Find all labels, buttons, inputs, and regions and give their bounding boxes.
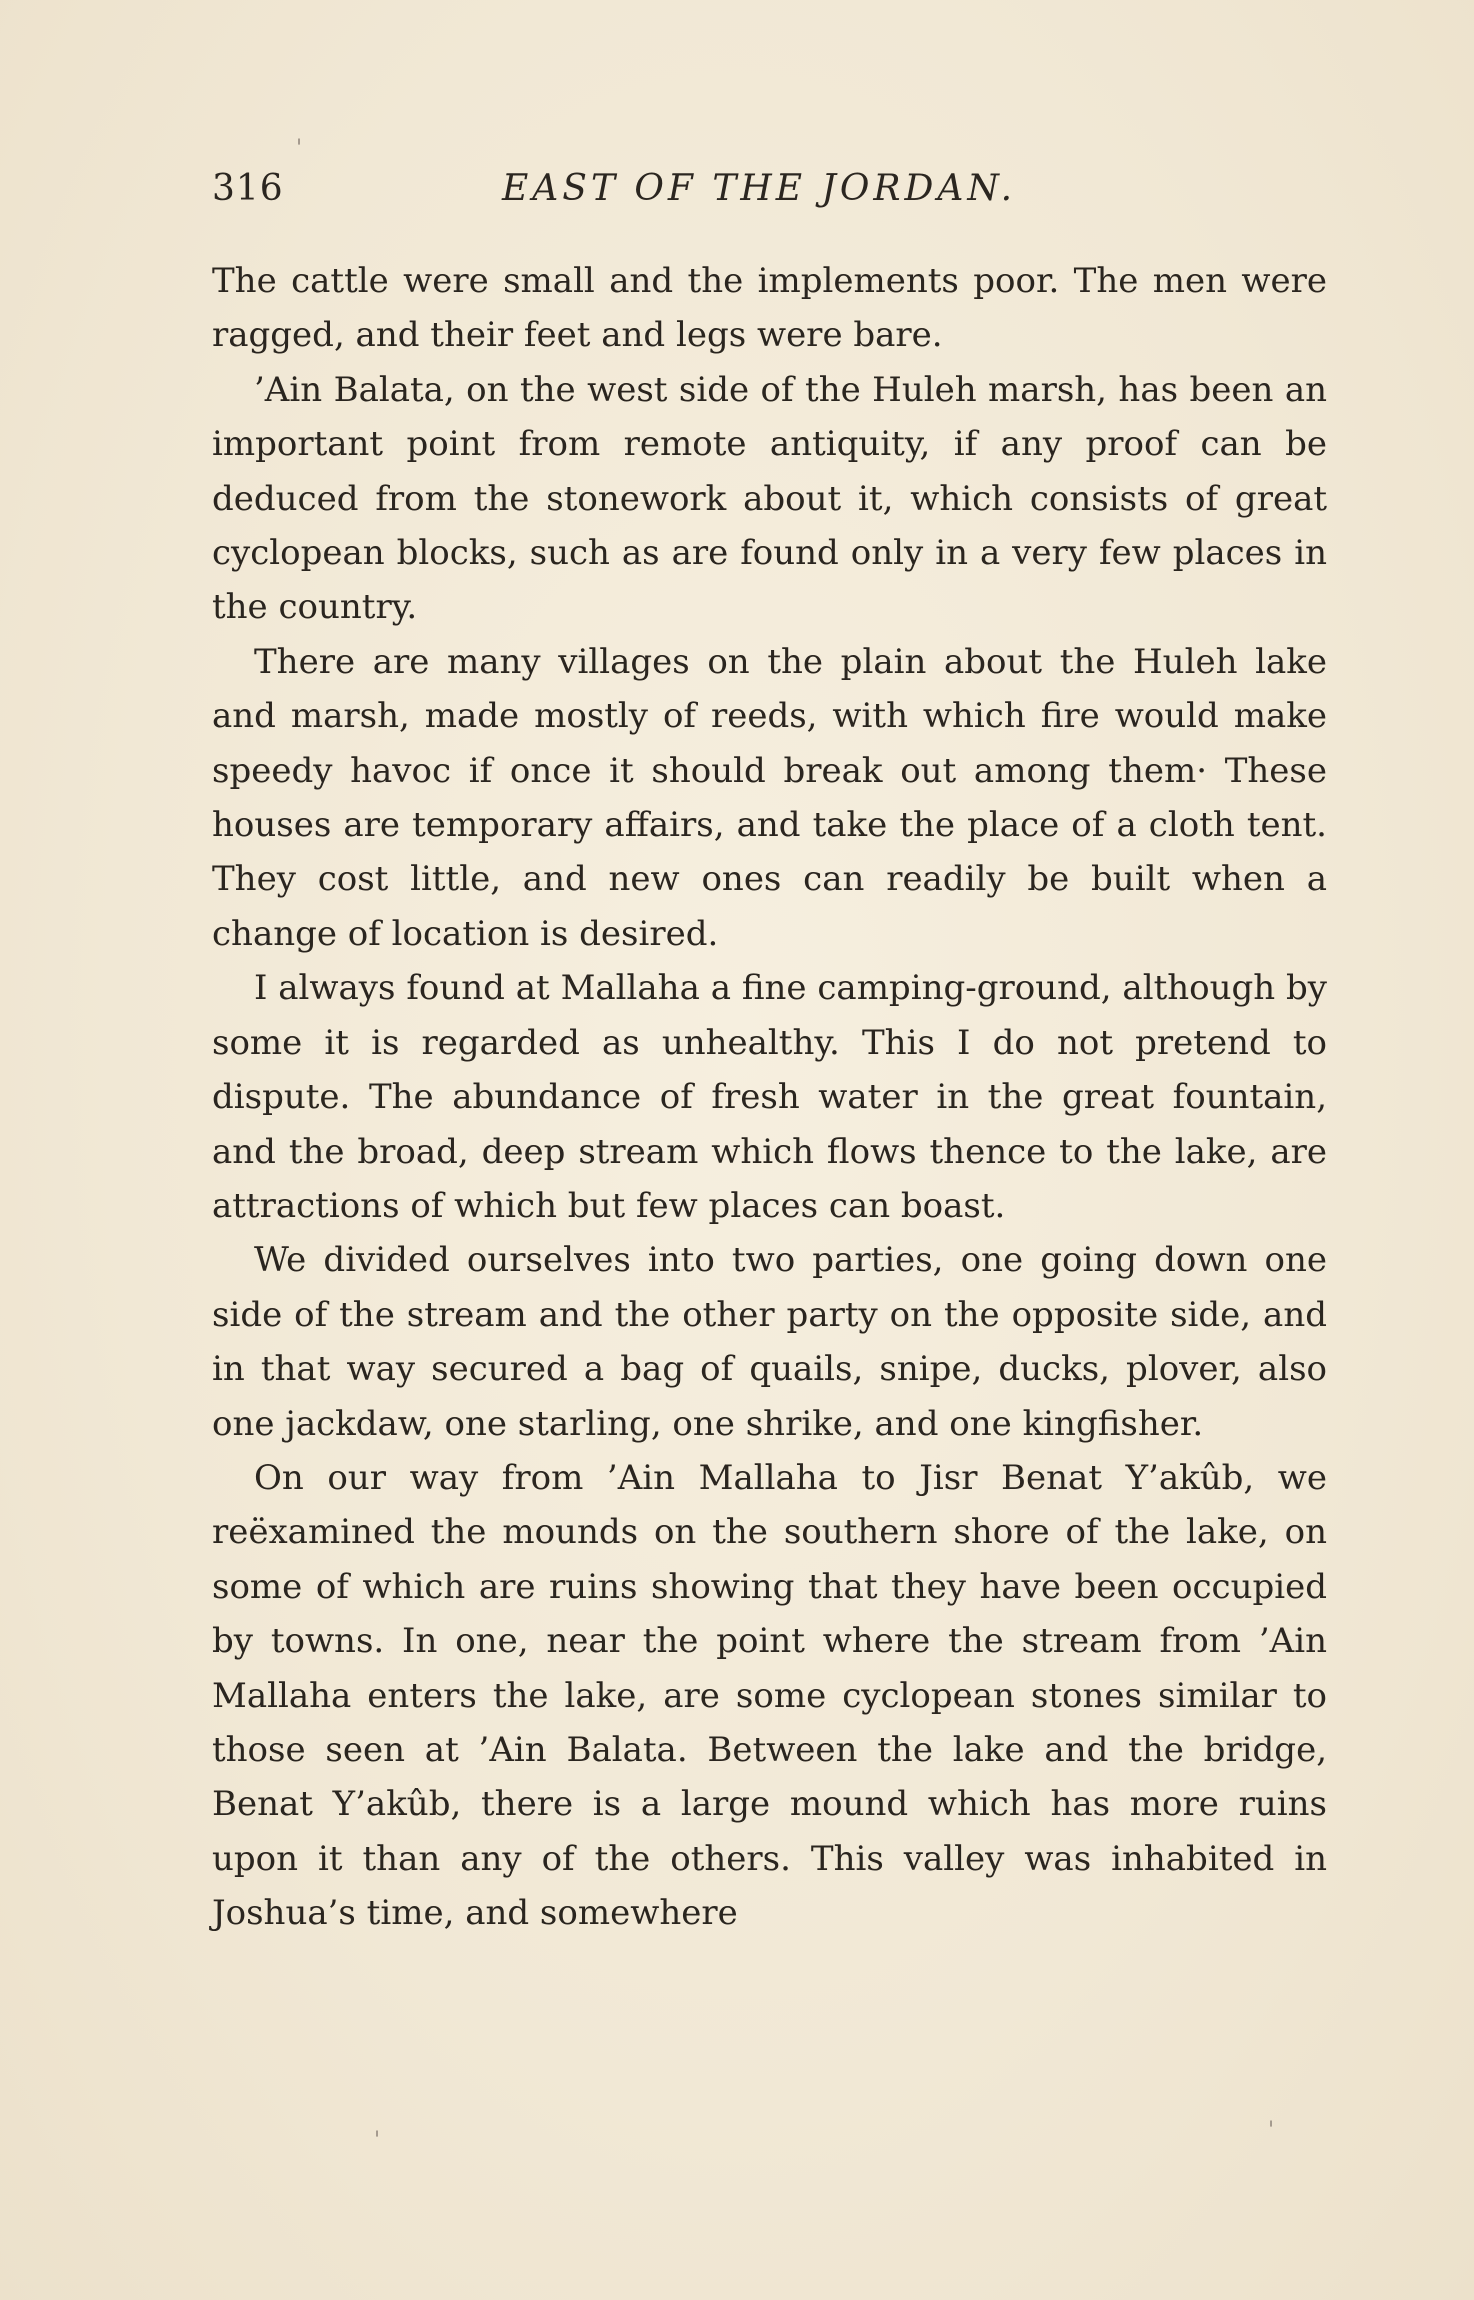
paragraph-6: On our way from ’Ain Mallaha to Jisr Benat Y’akûb, we reëxamined the mounds on the southern shore of the lake, on some of which are ruins showing that they have been occupied by towns. In one, near the point where the stream from ’Ain Mallaha enters the lake, are some cyclopean stones similar to those seen at ’Ain Balata. Between the lake and the bridge, Benat Y’akûb, there is a large mound which has more ruins upon it than any of the others. This valley was inhabited in Joshua’s time, and somewhere [212,1457,1327,1934]
paper-speck: ' [374,2128,381,2153]
paragraph-3: There are many villages on the plain about the Huleh lake and marsh, made mostly of reeds, with which fire would make speedy havoc if once it should break out among them· These houses are temporary affairs, and take the place of a cloth tent. They cost little, and new ones can readily be built when a change of location is desired. [212,641,1327,954]
paragraph-1: The cattle were small and the implements poor. The men were ragged, and their feet and legs were bare. [212,261,1327,356]
page-number: 316 [212,168,284,209]
paper-speck: ' [1268,2118,1275,2143]
paper-speck: ' [296,136,303,161]
paragraph-2: ’Ain Balata, on the west side of the Huleh marsh, has been an important point from remote antiquity, if any proof can be deduced from the stonework about it, which consists of great cyclopean blocks, such as are found only in a very few places in the country. [212,369,1327,628]
page-header [212,168,1327,218]
running-title: EAST OF THE JORDAN. [502,168,1017,209]
body-text [212,254,1327,1941]
paragraph-5: We divided ourselves into two parties, one going down one side of the stream and the other party on the opposite side, and in that way secured a bag of quails, snipe, ducks, plover, also one jackdaw, one starling, one shrike, and one kingfisher. [212,1240,1327,1444]
paragraph-4: I always found at Mallaha a fine camping-ground, although by some it is regarded as unhealthy. This I do not pretend to dispute. The abundance of fresh water in the great fountain, and the broad, deep stream which flows thence to the lake, are attractions of which but few places can boast. [212,968,1327,1226]
